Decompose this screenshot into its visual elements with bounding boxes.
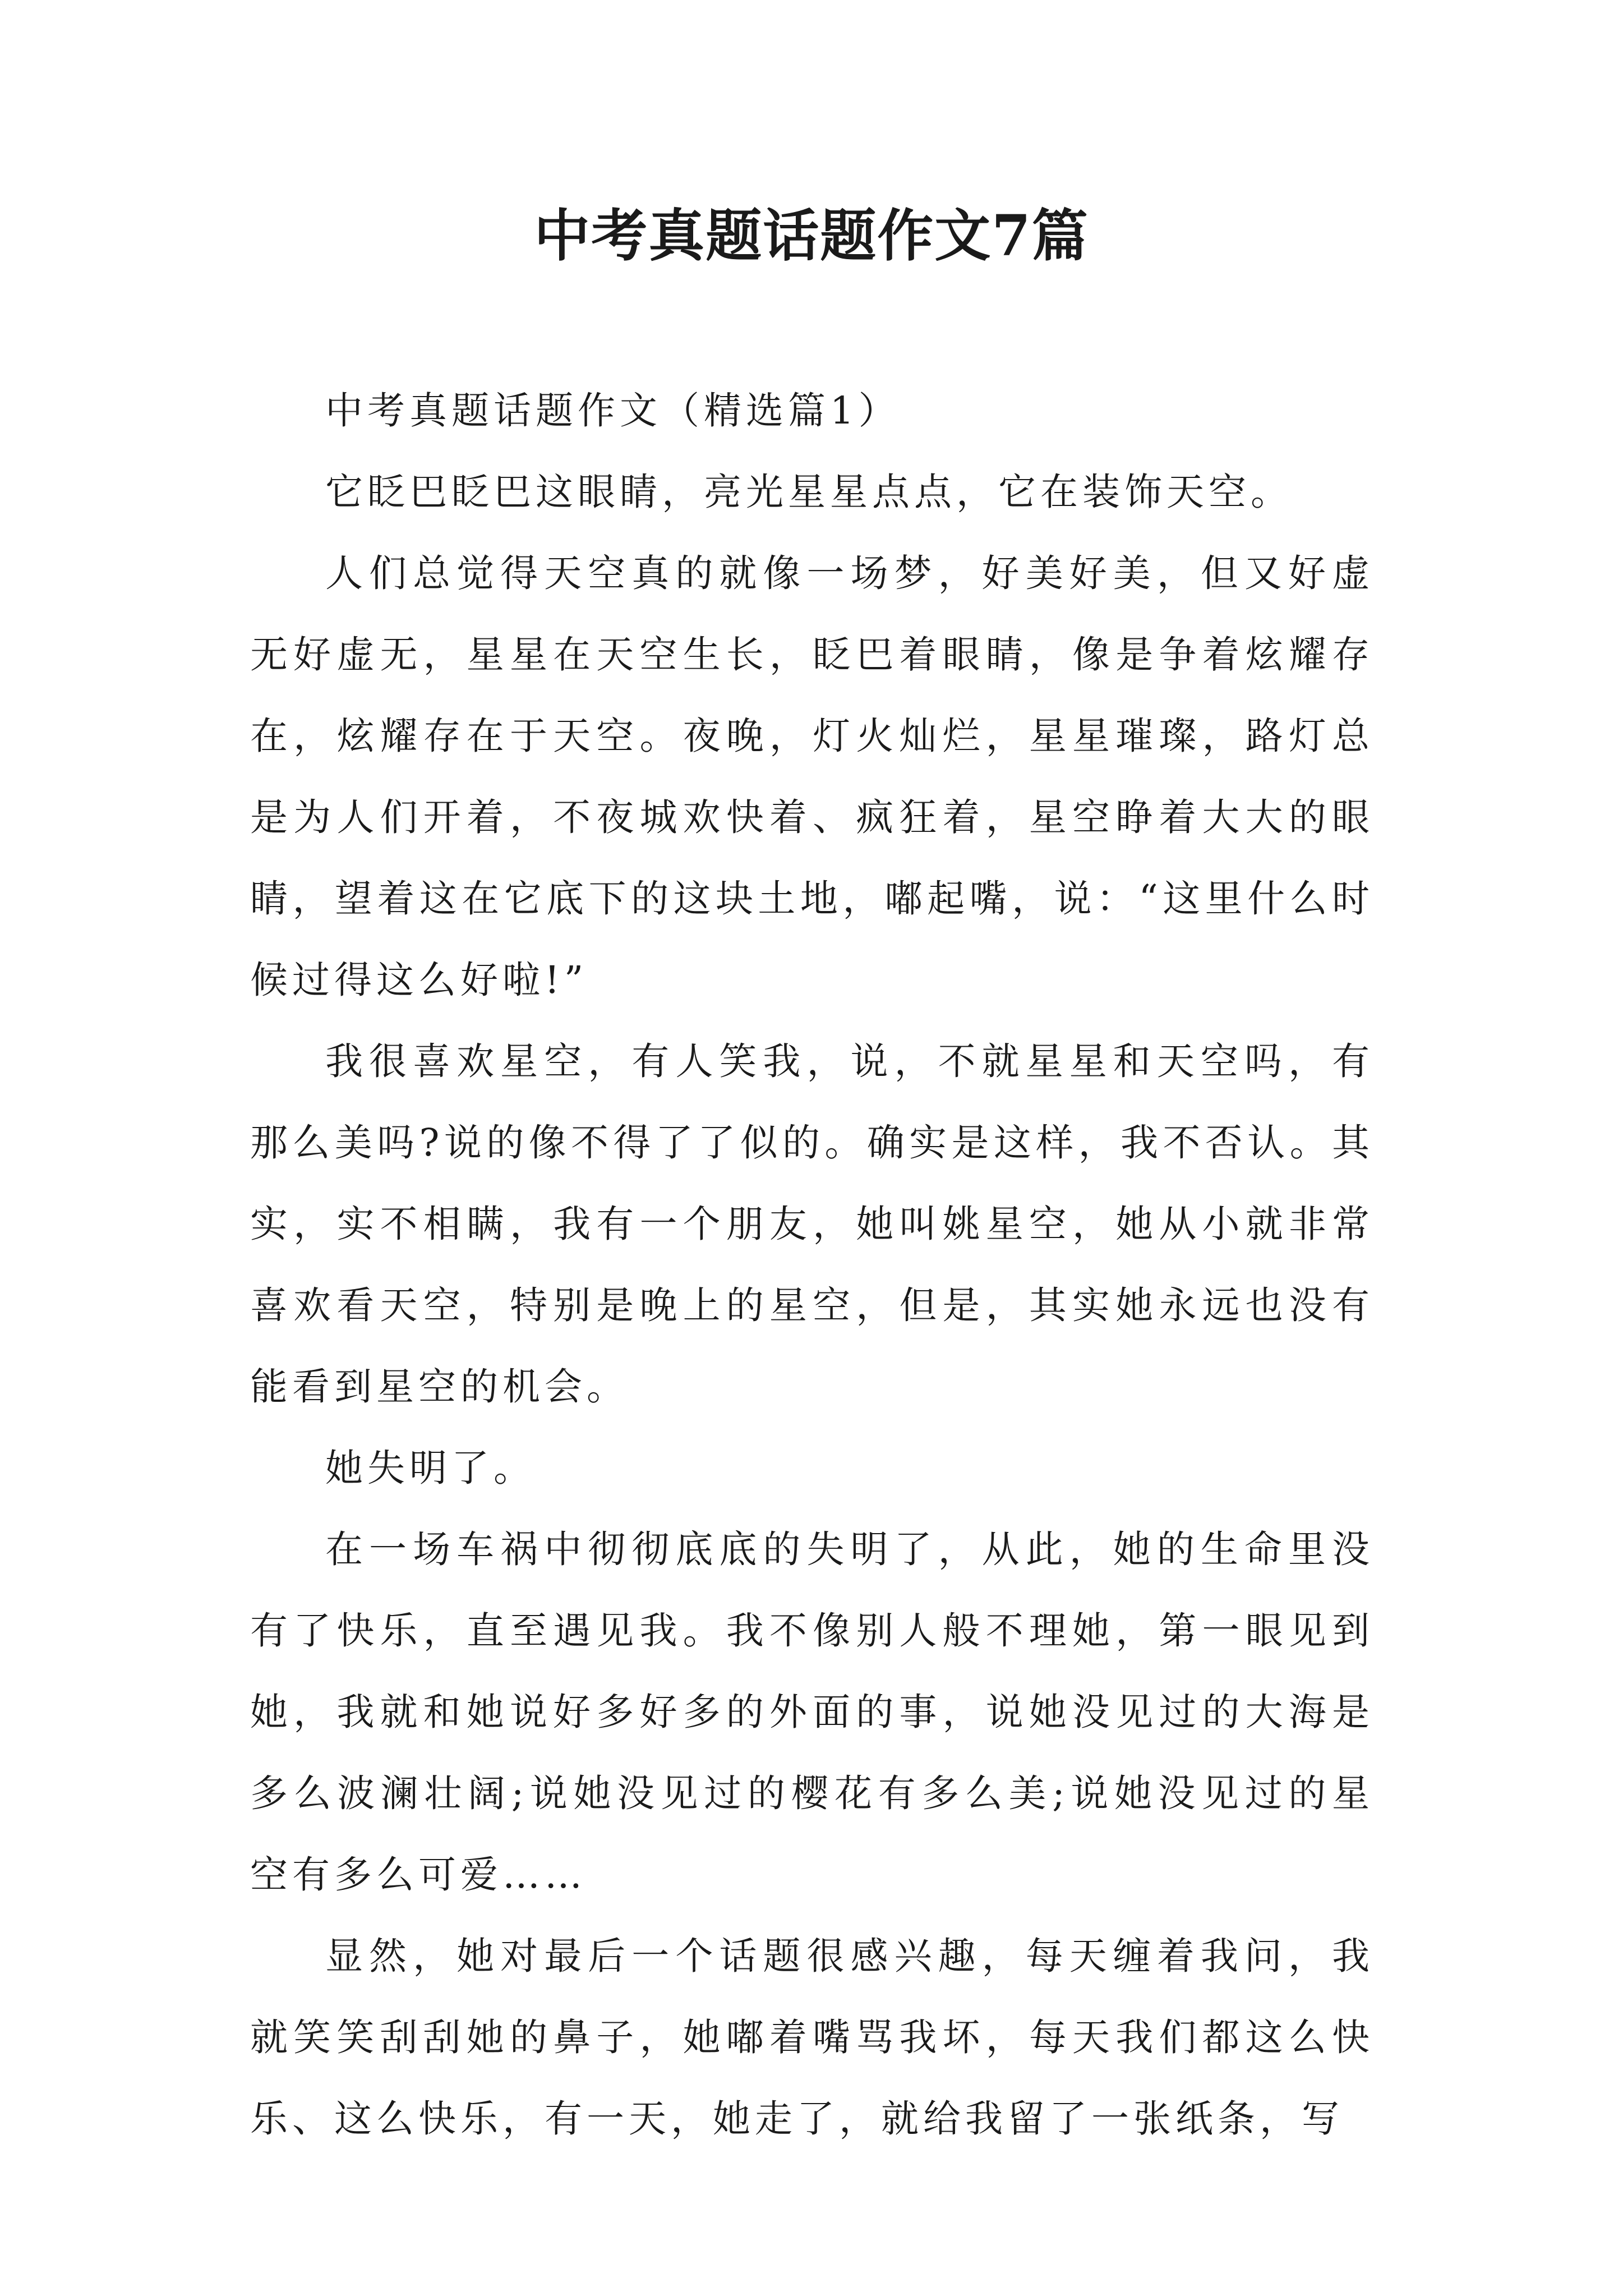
document-title: 中考真题话题作文7篇 <box>534 203 1089 269</box>
section-heading: 中考真题话题作文（精选篇1） <box>325 389 901 432</box>
paragraph: 它眨巴眨巴这眼睛，亮光星星点点，它在装饰天空。 <box>325 470 1293 514</box>
paragraph: 显然，她对最后一个话题很感兴趣，每天缠着我问，我就笑笑刮刮她的鼻子，她嘟着嘴骂我坏，每天我们都这么快乐、这么快乐，有一天，她走了，就给我留了一张纸条，写 <box>250 1934 1374 2141</box>
paragraph: 在一场车祸中彻彻底底的失明了，从此，她的生命里没有了快乐，直至遇见我。我不像别人般不理她，第一眼见到她，我就和她说好多好多的外面的事，说她没见过的大海是多么波澜壮阔;说她没见过的樱花有多么美;说她没见过的星空有多么可爱…… <box>250 1527 1374 1897</box>
paragraph: 人们总觉得天空真的就像一场梦，好美好美，但又好虚无好虚无，星星在天空生长，眨巴着眼睛，像是争着炫耀存在，炫耀存在于天空。夜晚，灯火灿烂，星星璀璨，路灯总是为人们开着，不夜城欢快着、疯狂着，星空睁着大大的眼睛，望着这在它底下的这块土地，嘟起嘴，说：“这里什么时候过得这么好啦!” <box>250 551 1374 1002</box>
document-body <box>250 370 1374 2160</box>
paragraph: 她失明了。 <box>325 1446 536 1490</box>
paragraph: 我很喜欢星空，有人笑我，说，不就星星和天空吗，有那么美吗?说的像不得了了似的。确实是这样，我不否认。其实，实不相瞒，我有一个朋友，她叫姚星空，她从小就非常喜欢看天空，特别是晚上的星空，但是，其实她永远也没有能看到星空的机会。 <box>250 1039 1374 1409</box>
